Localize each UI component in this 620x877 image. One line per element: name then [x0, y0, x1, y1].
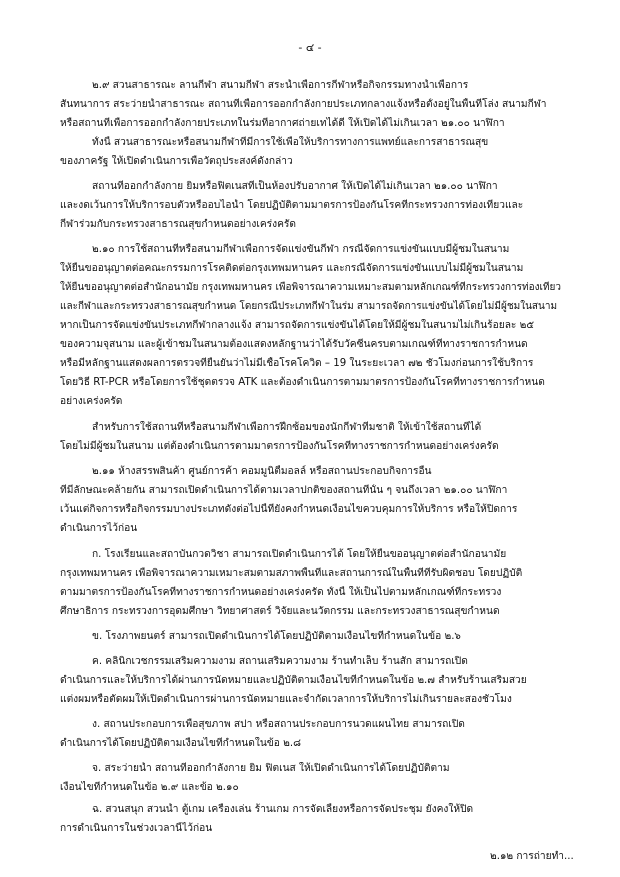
para-2-10-line-2: ให้ยื่นขออนุญาตต่อคณะกรรมการโรคติดต่อกรุงเทพมหานคร และกรณีจัดการแข่งขันแบบไม่มีผู้ชมในสนาม: [60, 263, 524, 274]
para-2-9-line-2: สันทนาการ สระว่ายน้ำสาธารณะ สถานที่เพื่อการออกกำลังกายประเภทกลางแจ้งหรือตั้งอยู่ในพื้นที่โล่ง สนามกีฬา: [60, 99, 547, 110]
para-training-line-2: โดยไม่มีผู้ชมในสนาม แต่ต้องดำเนินการตามมาตรการป้องกันโรคที่ทางราชการกำหนดอย่างเคร่งครัด: [60, 441, 499, 452]
para-2-11-line-2: ที่มีลักษณะคล้ายกัน สามารถเปิดดำเนินการได้ตามเวลาปกติของสถานที่นั้น ๆ จนถึงเวลา ๒๑.๐๐ นาฬิกา: [60, 485, 508, 496]
item-f-line-2: การดำเนินการในช่วงเวลานี้ไว้ก่อน: [60, 823, 213, 834]
para-2-11-line-3: เว้นแต่กิจการหรือกิจกรรมบางประเภทดังต่อไปนี้ที่ยังคงกำหนดเงื่อนไขควบคุมการให้บริการ หรือให้ปิดการ: [60, 504, 518, 515]
para-2-9-note-line-1: ทั้งนี้ สวนสาธารณะหรือสนามกีฬาที่มีการใช้เพื่อให้บริการทางการแพทย์และการสาธารณสุข: [92, 137, 489, 148]
para-gym-line-1: สถานที่ออกกำลังกาย ยิมหรือฟิตเนสที่เป็นห้องปรับอากาศ ให้เปิดได้ไม่เกินเวลา ๒๑.๐๐ นาฬิกา: [92, 181, 498, 192]
item-f-line-1: ฉ. สวนสนุก สวนน้ำ ตู้เกม เครื่องเล่น ร้านเกม การจัดเลี้ยงหรือการจัดประชุม ยังคงให้ปิด: [92, 804, 474, 815]
item-a-line-4: ศึกษาธิการ กระทรวงการอุดมศึกษา วิทยาศาสตร์ วิจัยและนวัตกรรม และกระทรวงสาธารณสุขกำหนด: [60, 606, 500, 617]
para-gym-line-2: และงดเว้นการให้บริการอบตัวหรืออบไอน้ำ โดยปฏิบัติตามมาตรการป้องกันโรคที่กระทรวงการท่องเที่ยวและ: [60, 200, 524, 211]
para-training-line-1: สำหรับการใช้สถานที่หรือสนามกีฬาเพื่อการฝึกซ้อมของนักกีฬาทีมชาติ ให้เข้าใช้สถานที่ได้: [92, 422, 482, 433]
para-2-11-line-4: ดำเนินการไว้ก่อน: [60, 523, 138, 534]
para-2-10-line-5: หากเป็นการจัดแข่งขันประเภทกีฬากลางแจ้ง สามารถจัดการแข่งขันได้โดยให้มีผู้ชมในสนามไม่เกินร้อยละ ๒๕: [60, 320, 535, 331]
item-b-line-1: ข. โรงภาพยนตร์ สามารถเปิดดำเนินการได้โดยปฏิบัติตามเงื่อนไขที่กำหนดในข้อ ๒.๖: [92, 631, 461, 642]
para-2-10-line-9: อย่างเคร่งครัด: [60, 396, 123, 407]
para-2-10-line-4: และกีฬาและกระทรวงสาธารณสุขกำหนด โดยกรณีประเภทกีฬาในร่ม สามารถจัดการแข่งขันได้โดยไม่มีผู้ชมในสนาม: [60, 301, 558, 312]
para-2-11-line-1: ๒.๑๑ ห้างสรรพสินค้า ศูนย์การค้า คอมมูนิตี้มอลล์ หรือสถานประกอบกิจการอื่น: [92, 466, 432, 477]
item-c-line-2: ดำเนินการและให้บริการได้ผ่านการนัดหมายและปฏิบัติตามเงื่อนไขที่กำหนดในข้อ ๒.๗ สำหรับร้านเสริมสวย: [60, 675, 527, 686]
para-2-10-line-8: โดยวิธี RT-PCR หรือโดยการใช้ชุดตรวจ ATK และต้องดำเนินการตามมาตรการป้องกันโรคที่ทางราชการกำหนด: [60, 377, 545, 388]
para-gym-line-3: กีฬาร่วมกับกระทรวงสาธารณสุขกำหนดอย่างเคร่งครัด: [60, 219, 296, 230]
item-c-line-3: แต่งผมหรือตัดผมให้เปิดดำเนินการผ่านการนัดหมายและจำกัดเวลาการให้บริการไม่เกินรายละสองชั่วโมง: [60, 694, 512, 705]
para-2-10-line-7: หรือมีหลักฐานแสดงผลการตรวจที่ยืนยันว่าไม่มีเชื้อโรคโควิด – 19 ในระยะเวลา ๗๒ ชั่วโมงก่อนการใช้บริการ: [60, 358, 534, 369]
continuation-note: ๒.๑๒ การถ่ายทำ...: [490, 851, 574, 862]
item-d-line-1: ง. สถานประกอบการเพื่อสุขภาพ สปา หรือสถานประกอบการนวดแผนไทย สามารถเปิด: [92, 719, 465, 730]
item-a-line-2: กรุงเทพมหานคร เพื่อพิจารณาความเหมาะสมตามสภาพพื้นที่และสถานการณ์ในพื้นที่ที่รับผิดชอบ โดยปฏิบัติ: [60, 568, 523, 579]
para-2-9-note-line-2: ของภาครัฐ ให้เปิดดำเนินการเพื่อวัตถุประสงค์ดังกล่าว: [60, 156, 293, 167]
para-2-10-line-1: ๒.๑๐ การใช้สถานที่หรือสนามกีฬาเพื่อการจัดแข่งขันกีฬา กรณีจัดการแข่งขันแบบมีผู้ชมในสนาม: [92, 244, 510, 255]
page-number: - ๔ -: [298, 41, 322, 54]
item-c-line-1: ค. คลินิกเวชกรรมเสริมความงาม สถานเสริมความงาม ร้านทำเล็บ ร้านสัก สามารถเปิด: [92, 656, 468, 667]
item-e-line-2: เงื่อนไขที่กำหนดในข้อ ๒.๙ และข้อ ๒.๑๐: [60, 782, 239, 793]
para-2-10-line-3: ให้ยื่นขออนุญาตต่อสำนักอนามัย กรุงเทพมหานคร เพื่อพิจารณาความเหมาะสมตามหลักเกณฑ์ที่กระทรวงการท่องเที่ยว: [60, 282, 561, 293]
item-e-line-1: จ. สระว่ายน้ำ สถานที่ออกกำลังกาย ยิม ฟิตเนส ให้เปิดดำเนินการได้โดยปฏิบัติตาม: [92, 763, 450, 774]
para-2-9-line-1: ๒.๙ สวนสาธารณะ ลานกีฬา สนามกีฬา สระน้ำเพื่อการกีฬาหรือกิจกรรมทางน้ำเพื่อการ: [92, 80, 469, 91]
para-2-9-line-3: หรือสถานที่เพื่อการออกกำลังกายประเภทในร่มที่อากาศถ่ายเทได้ดี ให้เปิดได้ไม่เกินเวลา ๒๑.๐๐ นาฬิกา: [60, 118, 505, 129]
item-a-line-3: ตามมาตรการป้องกันโรคที่ทางราชการกำหนดอย่างเคร่งครัด ทั้งนี้ ให้เป็นไปตามหลักเกณฑ์ที่กระทรวง: [60, 587, 502, 598]
item-d-line-2: ดำเนินการได้โดยปฏิบัติตามเงื่อนไขที่กำหนดในข้อ ๒.๘: [60, 738, 301, 749]
item-a-line-1: ก. โรงเรียนและสถาบันกวดวิชา สามารถเปิดดำเนินการได้ โดยให้ยื่นขออนุญาตต่อสำนักอนามัย: [92, 549, 507, 560]
para-2-10-line-6: ของความจุสนาม และผู้เข้าชมในสนามต้องแสดงหลักฐานว่าได้รับวัคซีนครบตามเกณฑ์ที่ทางราชการกำหนด: [60, 339, 528, 350]
